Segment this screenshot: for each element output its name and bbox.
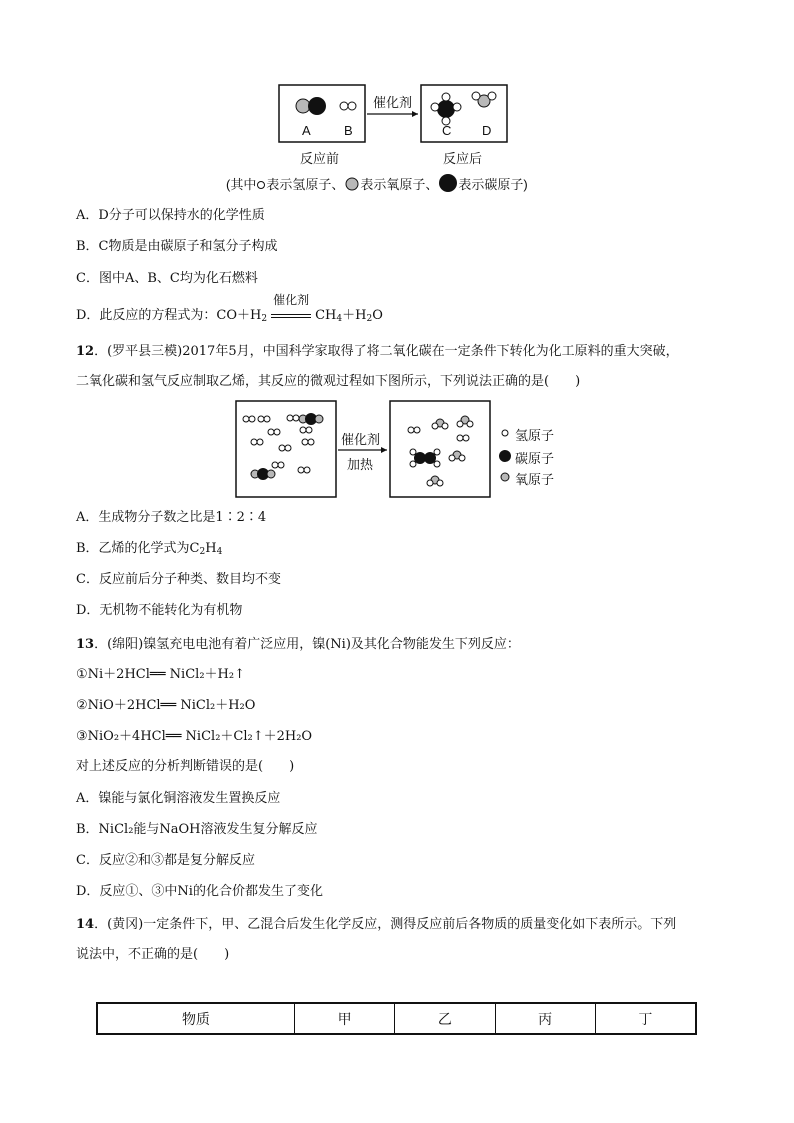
q14-stem-line2: 说法中，不正确的是( ) bbox=[76, 947, 230, 962]
mass-change-table bbox=[96, 1002, 697, 1035]
q13-equation-2: ②NiO＋2HCl══ NiCl₂＋H₂O bbox=[76, 698, 256, 713]
legend-hydrogen: 表示氢原子、 bbox=[266, 177, 345, 192]
q13-text: ．(绵阳)镍氢充电电池有着广泛应用，镍(Ni)及其化合物能发生下列反应： bbox=[94, 637, 520, 652]
molecule-label-b: B bbox=[344, 123, 353, 138]
arrow-head bbox=[381, 447, 387, 453]
legend-carbon: 表示碳原子) bbox=[458, 177, 528, 192]
q13-equation-3: ③NiO₂＋4HCl══ NiCl₂＋Cl₂↑＋2H₂O bbox=[76, 729, 313, 744]
q13-question: 对上述反应的分析判断错误的是( ) bbox=[76, 759, 295, 774]
carbon-legend-icon bbox=[499, 450, 511, 462]
q11-option-d: D．此反应的方程式为：$CO+H_2$ 催化剂 $CH_4+H_2O$ bbox=[76, 293, 383, 324]
header-substance: 物质 bbox=[97, 1003, 295, 1034]
hydrogen-legend-icon bbox=[502, 430, 508, 436]
q13-equation-1: ①Ni＋2HCl══ NiCl₂＋H₂↑ bbox=[76, 667, 245, 682]
q12-stem-line1 bbox=[76, 343, 679, 361]
q12-option-d: D．无机物不能转化为有机物 bbox=[76, 603, 243, 618]
hydrogen-molecules bbox=[243, 415, 314, 473]
reaction-figure-1 bbox=[278, 84, 518, 174]
hydrogen-legend-icon bbox=[256, 180, 266, 190]
q12-stem-line2: 二氧化碳和氢气反应制取乙烯，其反应的微观过程如下图所示，下列说法正确的是( ) bbox=[76, 374, 581, 389]
hydrogen-atom bbox=[488, 92, 496, 100]
q12-option-c: C．反应前后分子种类、数目均不变 bbox=[76, 572, 281, 587]
q11-option-a: A．D分子可以保持水的化学性质 bbox=[76, 208, 265, 223]
q12-b-prefix: B．乙烯的化学式为C bbox=[76, 541, 200, 556]
table-header-row bbox=[97, 1003, 696, 1034]
hydrogen-atom bbox=[453, 103, 461, 111]
q14-text-1: ．(黄冈)一定条件下，甲、乙混合后发生化学反应，测得反应前后各物质的质量变化如下表所示。下列 bbox=[94, 917, 677, 932]
legend-hydrogen: 氢原子 bbox=[515, 428, 555, 443]
legend-carbon: 碳原子 bbox=[515, 451, 555, 466]
arrow-head bbox=[412, 111, 418, 117]
hydrogen-molecules bbox=[408, 427, 469, 441]
q11-d-tail: ＋H bbox=[342, 308, 367, 323]
q12-b-mid: H bbox=[205, 541, 217, 556]
ethylene-molecule bbox=[410, 449, 440, 467]
q12-text-1: ．(罗平县三模)2017年5月，中国科学家取得了将二氧化碳在一定条件下转化为化工原料的重大突破， bbox=[94, 344, 679, 359]
q14-stem-line1 bbox=[76, 916, 676, 934]
co2-molecule bbox=[299, 413, 323, 425]
oxygen-atom bbox=[296, 99, 310, 113]
before-caption: 反应前 bbox=[300, 151, 340, 166]
molecule-label-c: C bbox=[442, 123, 452, 138]
hydrogen-atom bbox=[340, 102, 348, 110]
q13-option-a: A．镍能与氯化铜溶液发生置换反应 bbox=[76, 791, 281, 806]
q11-option-c: C．图中A、B、C均为化石燃料 bbox=[76, 271, 258, 286]
header-yi: 乙 bbox=[395, 1003, 495, 1034]
hydrogen-atom bbox=[442, 93, 450, 101]
q12-option-b bbox=[76, 540, 222, 558]
catalyst-label: 催化剂 bbox=[341, 432, 381, 447]
q13-option-c: C．反应②和③都是复分解反应 bbox=[76, 853, 255, 868]
header-ding: 丁 bbox=[595, 1003, 696, 1034]
question-number: 14 bbox=[76, 917, 95, 932]
molecule-label-d: D bbox=[482, 123, 492, 138]
header-jia: 甲 bbox=[295, 1003, 395, 1034]
q13-option-b: B．NiCl₂能与NaOH溶液发生复分解反应 bbox=[76, 822, 318, 837]
after-caption: 反应后 bbox=[443, 151, 483, 166]
co2-molecule bbox=[251, 468, 275, 480]
header-bing: 丙 bbox=[495, 1003, 595, 1034]
carbon-legend-icon bbox=[438, 173, 458, 193]
q13-option-d: D．反应①、③中Ni的化合价都发生了变化 bbox=[76, 884, 323, 899]
question-number: 13 bbox=[76, 637, 95, 652]
hydrogen-atom bbox=[472, 92, 480, 100]
oxygen-legend-icon bbox=[501, 473, 509, 481]
q12-b-sub2: 4 bbox=[216, 547, 223, 557]
heating-label: 加热 bbox=[347, 457, 374, 472]
molecule-label-a: A bbox=[302, 123, 311, 138]
q11-d-prefix: D．此反应的方程式为：CO＋H bbox=[76, 308, 262, 323]
q11-option-b: B．C物质是由碳原子和氢分子构成 bbox=[76, 239, 278, 254]
q12-option-a: A．生成物分子数之比是1∶2∶4 bbox=[76, 510, 267, 525]
carbon-atom bbox=[437, 100, 455, 118]
legend-oxygen: 表示氧原子、 bbox=[360, 177, 439, 192]
legend-prefix: (其中 bbox=[226, 177, 257, 192]
hydrogen-atom bbox=[431, 103, 439, 111]
catalyst-text: 催化剂 bbox=[273, 293, 310, 307]
question-number: 12 bbox=[76, 344, 95, 359]
q11-d-product: CH bbox=[315, 308, 337, 323]
catalyst-label: 催化剂 bbox=[373, 95, 413, 110]
hydrogen-atom bbox=[348, 102, 356, 110]
carbon-atom bbox=[308, 97, 326, 115]
catalyst-condition bbox=[271, 293, 311, 325]
legend-oxygen: 氧原子 bbox=[515, 472, 555, 487]
reaction-figure-2 bbox=[235, 400, 565, 500]
q13-stem bbox=[76, 636, 520, 654]
oxygen-legend-icon bbox=[344, 176, 360, 192]
fig1-legend bbox=[226, 173, 528, 193]
q12-b-sub1: 2 bbox=[199, 547, 206, 557]
